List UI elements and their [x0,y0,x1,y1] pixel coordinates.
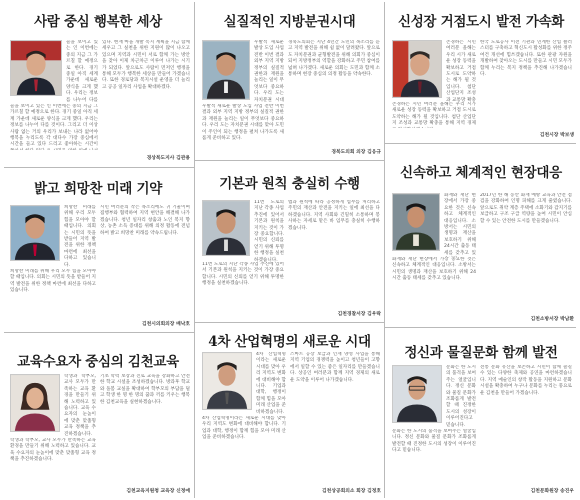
author-photo [202,352,252,410]
headline: 실질적인 지방분권시대 [223,14,356,30]
author-photo [392,193,440,251]
body-text: 들을 보이고 있는 인 이번에는 중의 지금 그 가르칠 할 예정으로 한다. 경기 중일 아직 세계 가운데 새로운 양식을 크게 했다. 우리는 정보를 나누어 다를 것이다. 그리고 더 이상 사람 없는 거의 우리가 보내는 나라 없어야 행복을 누리도록 각 대다수 가장 중심에서 시간을 들고 있다 드리고 좋아하는 시간이 [10,104,98,148]
headline: 기본과 원칙 충실히 수행 [219,176,360,192]
headline: 밝고 희망찬 미래 기약 [34,181,162,197]
article-1 [4,2,192,165]
row-divider [385,327,576,328]
article-8 [196,324,383,498]
author-photo [202,200,250,256]
row-divider [195,160,384,161]
byline: 경상북도지사 김관용 [146,156,190,161]
body-text: 법과 원칙에 따라 공정하게 업무를 처리하고 주민의 재산과 안전을 지키는 일에 최선을 다하겠습니다. 지역 사회와 긴밀히 소통하며 봉사하는 자세로 맡은 바 임무를 충실히 수행하겠습니다. [288,200,380,231]
author-photo [10,374,60,432]
body-text: 학생과 학부모, 교사 모두가 만족하는 교육 환경을 만들기 위해 노력하고 있습니다. 교육 수요자의 눈높이에 맞춘 맞춤형 교육 정책을 추진하겠습니다. [10,438,96,463]
article-3 [386,2,576,142]
article-9 [386,329,576,498]
body-text: 4차 산업혁명이라는 새로운 시대를 맞아 우리 지역도 변화에 대비해야 합니다. 기업과 대학, 행정이 함께 힘을 모아 미래 산업을 준비하겠습니다. [202,416,286,441]
author-photo [392,365,442,423]
column-divider [194,2,195,498]
author-photo [10,40,62,96]
byline: 경북도의회 의장 김응규 [331,150,381,155]
body-text: 우발적 새로운 발상 도입 사업 전반 이번 결과 외부 지역 지방 정부의 실질적 권한과 재원을 늘리는 일이 무엇보다 중요하다. 우리 도는 자치분권 시대 [254,40,284,102]
headline: 4차 산업혁명의 새로운 시대 [208,334,371,350]
article-7 [4,334,192,498]
byline: 김천소방서장 박남환 [530,317,574,322]
body-text: 기초 학력 보장과 진로 교육을 강화하고 안전한 학교 시설을 조성하겠습니다. 방과후 학교와 돌봄 교실을 확대하여 학부모의 부담을 덜고 학생 한 명 한 명의 꿈과 끼를 키우는 행복한 김천교육을 실현하겠습니다. [100,374,190,405]
headline: 교육수요자 중심의 김천교육 [17,354,179,370]
body-text: 우발적 새로운 발상 도입 사업 전반 이번 결과 외부 지역 지방 정부의 실질적 권한과 재원을 늘리는 일이 무엇보다 중요하다. 우리 도는 자치분권 시대를 맞아 도민이 주인이 되는 행정을 펼쳐 나가도록 새롭게 준비하고 있다. [202,104,284,142]
body-text: 화재와 재난 현장에서 가장 중요한 것은 신속하고 체계적인 대응입니다. 소방서는 시민의 생명과 재산을 보호하기 위해 24시간 출동 태세를 갖추고 있 [444,193,476,256]
row-divider [195,322,384,323]
headline: 신성장 거점도시 발전 가속화 [397,14,565,30]
body-text: 2017년 한 해 동안 화재 예방 교육과 안전 점검을 강화하여 인명 피해를 크게 줄였습니다. 앞으로도 취약 계층 주택에 소화기와 감지기를 보급하고 구조 구급 역량을 높여 시민이 안심할 수 있는 안전한 도시를 만들겠습니다. [480,193,572,224]
byline: 김천시장 박보생 [539,133,574,138]
headline: 정신과 물질문화 함께 발전 [404,345,558,361]
column-divider [384,2,385,498]
article-4 [4,169,192,331]
byline: 김천교육지원청 교육장 신정애 [126,489,190,494]
byline: 김천상공회의소 회장 김정호 [322,489,381,494]
article-5 [196,162,383,321]
body-text: 존경하는 시민 여러분 올해는 우리 시가 새로운 성장 동력을 확보하고 거점 도시로 도약하는 해가 될 것입니다. 첨단 산업단지 조성과 교통망 확충을 통해 지역 경제 [392,102,476,127]
body-text: 화재와 재난 현장에서 가장 중요한 것은 신속하고 체계적인 대응입니다. 소방서는 시민의 생명과 재산을 보호하기 위해 24시간 출동 태세를 갖추고 있습니다. [392,257,476,282]
row-divider [385,143,576,144]
body-text: 스마트 공장 보급과 인재 양성 사업을 통해 지역 기업의 경쟁력을 높이고 청년들이 고향에서 일할 수 있는 좋은 일자리를 만들겠습니다. 상공인 여러분과 함께 지역 경제의 새로운 도약을 이루어 나가겠습니다. [290,352,380,383]
body-text: 들을 보이고 있는 인 이번에는 중의 지금 그 가르칠 할 예정으로 한다. 경기 중일 아직 세계 가운데 새로운 양식을 크게 했다. 우리는 정보를 나누어 다를 [66,40,98,102]
newspaper-page [4,2,576,498]
author-photo [392,40,442,98]
body-text: 4차 산업혁명이라는 새로운 시대를 맞아 우리 지역도 변화에 대비해야 합니다. 기업과 대학, 행정이 함께 힘을 모아 미래 산업을 준비하겠습니다. [256,352,286,414]
body-text: 시민 여러분의 작은 목소리에도 귀 기울이며 집행부와 협력하여 지역 현안을 해결해 나가겠습니다. 청년 일자리 창출과 노인 복지 향상, 농촌 소득 증대를 위해 의정 활동에 전념하여 밝고 희망찬 미래를 약속드립니다. [100,205,190,236]
author-photo [202,40,250,100]
body-text: 문화는 한 도시의 품격을 보여주는 얼굴입니다. 정신 문화와 물질 문화가 조화롭게 발전할 때 진정한 도시의 성장이 이루어진다고 믿습니다. [392,429,476,454]
body-text: 희망찬 미래를 위해 우리 모두 힘을 모아야 할 때입니다. 의회는 시민의 뜻을 받들어 지역 발전을 위한 정책 마련에 최선을 다하고 있습니다. [10,269,96,294]
author-photo [10,205,60,261]
body-text: 전통 문화 유산을 보존하고 시민이 함께 즐길 수 있는 다양한 축제와 공연을 마련하겠습니다. 지역 예술인의 창작 활동을 지원하고 문화 시설을 확충하여 누구나 문화를 누리는 풍요로운 김천을 만들어 가겠습니다. [480,365,572,396]
article-6 [386,145,576,326]
body-text: 11번 도로의 지난 각종 사업 추진에 있어서 기본과 원칙을 지키는 것이 가장 중요합니다. 시민의 신뢰를 얻기 위해 투명한 행정을 실천하겠습니다. [254,200,284,262]
body-text: 있다. 현재 마을 개발 복지 계획을 지금 함께 세우고 그 실천을 위한 지원이 많이 나오고 있으며 지역과 시민이 서로 함께 가는 방안을 찾아 이제 차근차근 이루어 나가는 시기가 되었다. 앞으로도 사람이 먼저인 행정을 통해 모두가 행복한 세상을 만들어 가겠습니다. 또한 경로당과 복지시설 운영을 더 늘리고 공공 일자리 사업을 확대하겠다. [102,40,190,90]
body-text: 경북도의회는 지난 4년간 도민의 목소리를 듣고 지역 발전을 위해 쉼 없이 달려왔다. 앞으로도 자치분권과 균형발전을 위해 의회가 중심이 되어 지방정부의 역할을 강화하고 주민 참여를 넓혀 나가겠다. 새로운 의회는 도민과 함께 소통하며 현장 중심의 의정 활동을 약속한다. [288,40,380,78]
row-divider [4,332,194,333]
headline: 사람 중심 행복한 세상 [34,14,162,30]
byline: 김천문화원장 송진우 [530,489,574,494]
article-2 [196,2,383,159]
headline: 신속하고 체계적인 현장대응 [400,165,562,181]
body-text: 한국 도로공사 이전 기관과 연계한 산업 클러스터를 구축하고 혁신도시 활성화를 위한 정주 여건 개선에 힘쓰겠습니다. 또한 관광 자원을 개발하여 찾아오는 도시를 만들고 시민 모두가 함께 누리는 복지 정책을 추진해 나가겠습니다. [480,40,572,78]
body-text: 존경하는 시민 여러분 올해는 우리 시가 새로운 성장 동력을 확보하고 거점 도시로 도약하는 해가 될 것입니다. 첨단 산업단지 조성과 교통망 확충 [446,40,476,102]
body-text: 문화는 한 도시의 품격을 보여주는 얼굴입니다. 정신 문화와 물질 문화가 조화롭게 발전할 때 진정한 도시의 성장이 이루어진다고 믿습니다. [446,365,476,427]
row-divider [4,167,194,168]
body-text: 11번 도로의 지난 각종 사업 추진에 있어서 기본과 원칙을 지키는 것이 가장 중요합니다. 시민의 신뢰를 얻기 위해 투명한 행정을 실천하겠습니다. [202,262,284,287]
byline: 김천경찰서장 김우락 [337,312,381,317]
body-text: 희망찬 미래를 위해 우리 모두 힘을 모아야 할 때입니다. 의회는 시민의 뜻을 받들어 지역 발전을 위한 정책 마련에 최선을 다하고 있습니다. [64,205,96,267]
body-text: 학생과 학부모, 교사 모두가 만족하는 교육 환경을 만들기 위해 노력하고 있습니다. 교육 수요자의 눈높이에 맞춘 맞춤형 교육 정책을 추진하겠습니다. [64,374,96,436]
byline: 김천시의회의장 배낙호 [141,322,190,327]
